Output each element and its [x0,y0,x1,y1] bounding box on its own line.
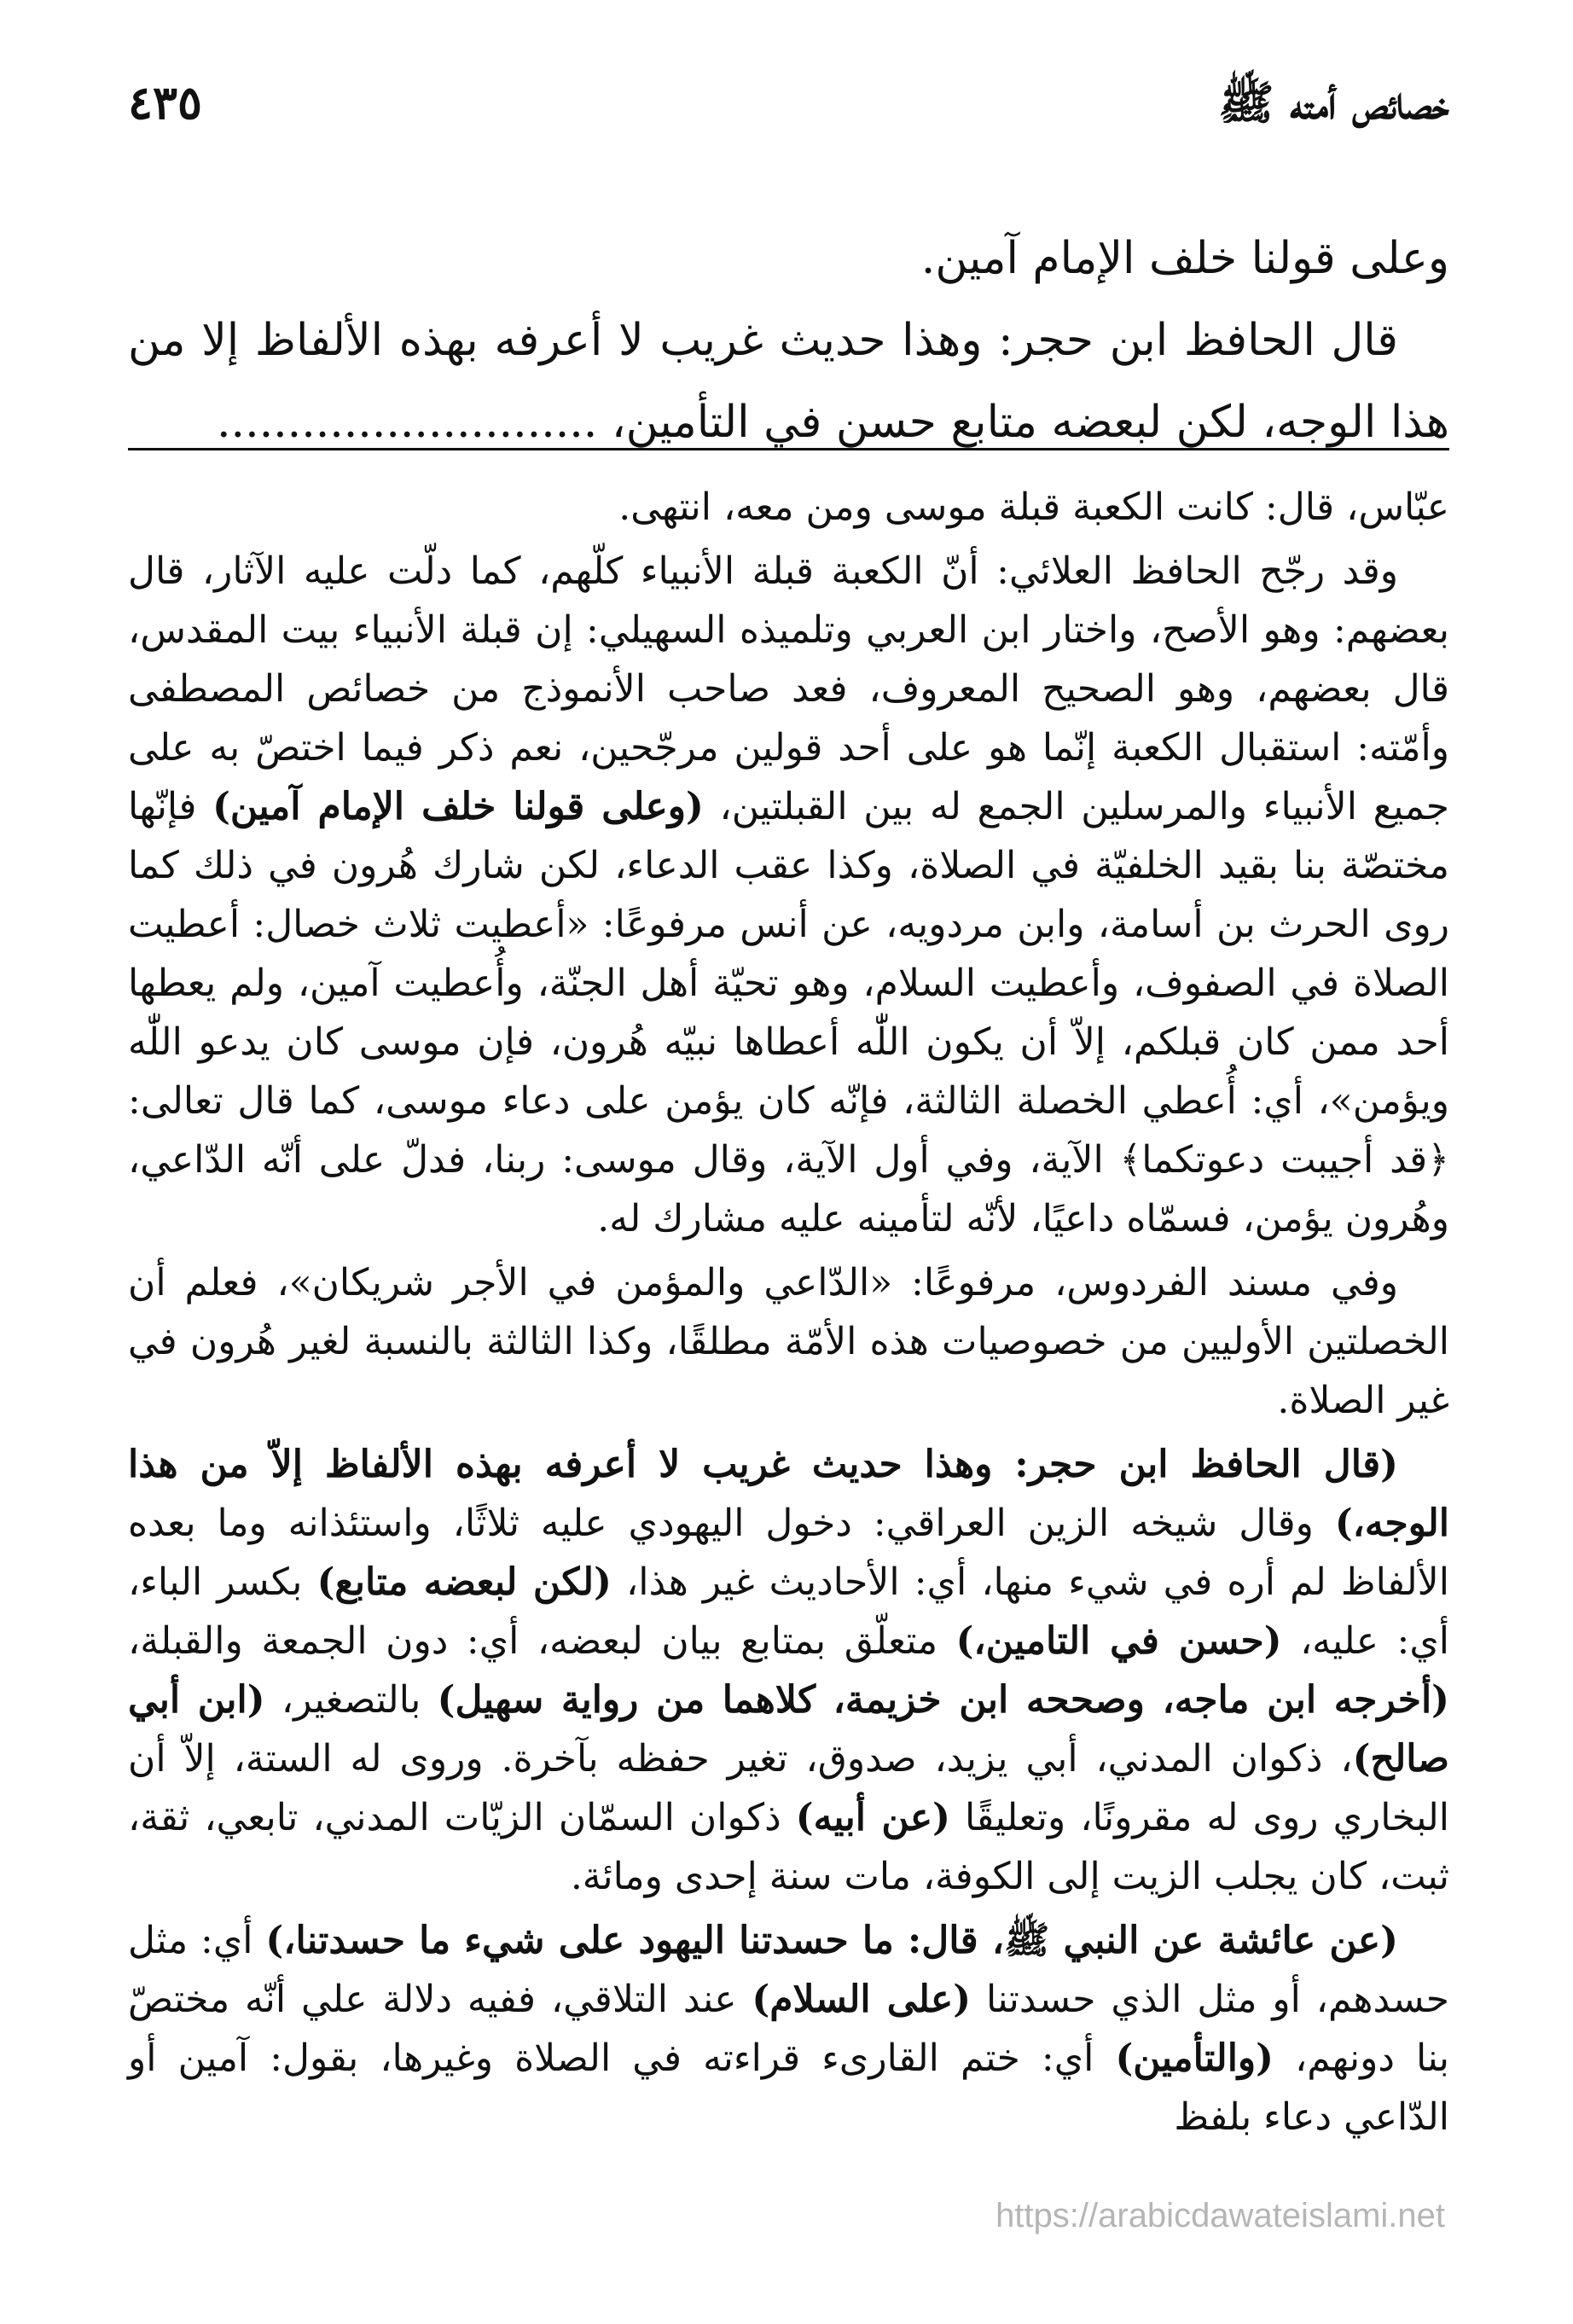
commentary-span: فإنّها مختصّة بنا بقيد الخلفيّة في الصلاة، وكذا عقب الدعاء، لكن شارك هُرون في ذلك كما روى الحرث بن أسامة، وابن مردويه، عن أنس مرفوعًا: «أعطيت ثلاث خصال: أعطيت الصلاة في الصفوف، وأعطيت السلام، وهو تحيّة أهل الجنّة، وأُعطيت آمين، ولم يعطها أحد ممن كان قبلكم، إلاّ أن يكون اللّٰه أعطاها نبيّه هُرون، فإن موسى كان يدعو اللّٰه ويؤمن»، أي: أُعطي الخصلة الثالثة، فإنّه كان يؤمن على دعاء موسى، كما قال تعالى: ﴿قد أجيبت دعوتكما﴾ الآية، وفي أول الآية، وقال موسى: ربنا، فدلّ على أنّه الدّاعي، وهُرون يؤمن، فسمّاه داعيًا، لأنّه لتأمينه عليه مشارك له. [128,785,1450,1240]
quoted-matn-span: (وعلى قولنا خلف الإمام آمين) [212,785,704,828]
running-title: خصائص أمته ﷺ [1218,75,1449,130]
commentary-span: ذكوان السمّان الزيّات المدني، تابعي، ثقة، ثبت، كان يجلب الزيت إلى الكوفة، مات سنة إحدى ومائة. [128,1796,1449,1898]
divider-rule [128,448,1449,450]
commentary-text [128,478,1449,2152]
commentary-span: بكسر الباء، أي: عليه، [128,1560,1449,1663]
quoted-matn-span: (ابن أبي صالح) [128,1678,1449,1781]
commentary-span: وقد رجّح الحافظ العلائي: أنّ الكعبة قبلة الأنبياء كلّهم، كما دلّت عليه الآثار، قال بعضهم: وهو الأصح، واختار ابن العربي وتلميذه السهيلي: إن قبلة الأنبياء بيت المقدس، قال بعضهم، وهو الصحيح المعروف، فعد صاحب الأنموذج من خصائص المصطفى وأمّته: استقبال الكعبة إنّما هو على أحد قولين مرجّحين، نعم ذكر فيما اختصّ به على جميع الأنبياء والمرسلين الجمع له بين القبلتين، [128,549,1449,828]
quoted-matn-span: (لكن لبعضه متابع) [316,1560,612,1604]
matn-line: قال الحافظ ابن حجر: وهذا حديث غريب لا أعرفه بهذه الألفاظ إلا من هذا الوجه، لكن لبعضه متابع حسن في التأمين، ........................... [128,315,1449,448]
matn-text [128,218,1449,463]
quoted-matn-span: (عن عائشة عن النبي ﷺ، قال: ما حسدتنا اليهود على شيء ما حسدتنا،) [265,1919,1399,1962]
commentary-span: عند التلاقي، ففيه دلالة علي أنّه مختصّ بنا دونهم، [128,1978,1449,2080]
commentary-span: بالتصغير، [264,1678,438,1722]
commentary-span: ، ذكوان المدني، أبي يزيد، صدوق، تغير حفظه بآخرة. وروى له الستة، إلاّ أن البخاري روى له مقرونًا، وتعليقًا [128,1737,1450,1839]
quoted-matn-span: (أخرجه ابن ماجه، وصححه ابن خزيمة، كلاهما من رواية سهيل) [437,1678,1449,1722]
watermark-url: https://arabicdawateislami.net [995,2197,1445,2234]
page-number: ٤٣٥ [128,75,203,130]
quoted-matn-span: (على السلام) [752,1978,972,2021]
quoted-matn-span: (قال الحافظ ابن حجر: وهذا حديث غريب لا أعرفه بهذه الألفاظ إلاّ من هذا الوجه،) [128,1443,1449,1545]
commentary-span: أي: مثل حسدهم، أو مثل الذي حسدتنا [128,1919,1450,2021]
matn-line: وعلى قولنا خلف الإمام آمين. [920,233,1449,284]
commentary-span: متعلّق بمتابع بيان لبعضه، أي: دون الجمعة والقبلة، [128,1619,956,1663]
commentary-paragraph [128,1253,1449,1430]
commentary-paragraph [128,478,1449,537]
commentary-paragraph [128,1911,1449,2147]
quoted-matn-span: (حسن في التامين،) [955,1619,1282,1663]
commentary-paragraph [128,1435,1449,1906]
commentary-span: وفي مسند الفردوس، مرفوعًا: «الدّاعي والمؤمن في الأجر شريكان»، فعلم أن الخصلتين الأوليين من خصوصيات هذه الأمّة مطلقًا، وكذا الثالثة بالنسبة لغير هُرون في غير الصلاة. [128,1261,1449,1422]
commentary-span: أي: ختم القارىء قراءته في الصلاة وغيرها، بقول: آمين أو الدّاعي دعاء بلفظ [128,2036,1449,2139]
commentary-span: وقال شيخه الزين العراقي: دخول اليهودي عليه ثلاثًا، واستئذانه وما بعده الألفاظ لم أره في شيء منها، أي: الأحاديث غير هذا، [128,1502,1450,1604]
page-header [128,75,1449,152]
commentary-span: عبّاس، قال: كانت الكعبة قبلة موسى ومن معه، انتهى. [618,485,1449,529]
commentary-paragraph [128,542,1449,1248]
quoted-matn-span: (والتأمين) [1115,2036,1274,2080]
quoted-matn-span: (عن أبيه) [795,1796,950,1839]
